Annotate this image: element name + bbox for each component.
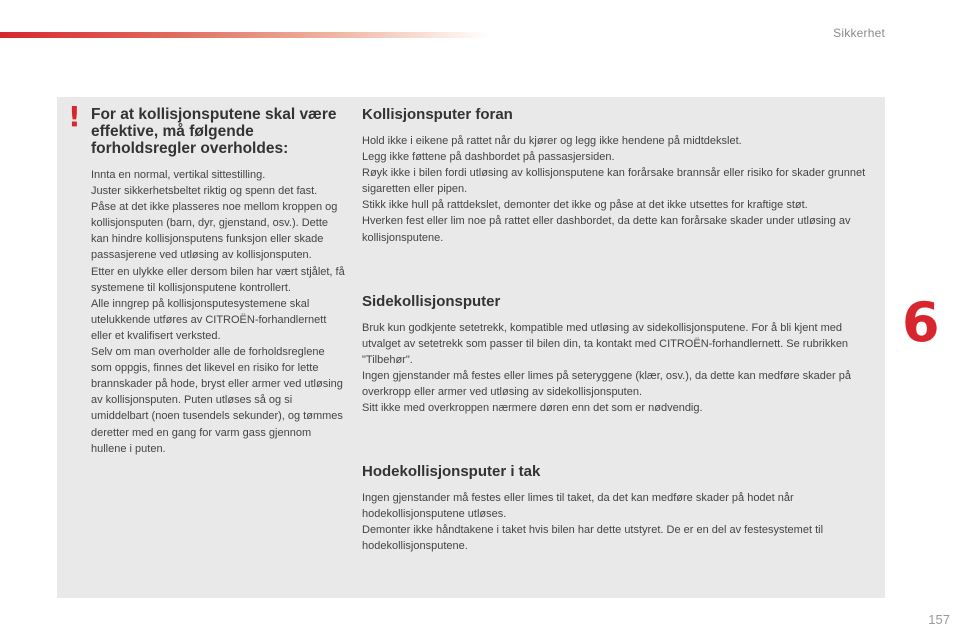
section-title: Sidekollisjonsputer [362,293,501,310]
section-body: Ingen gjenstander må festes eller limes til taket, da det kan medføre skader på hodet når hodekollisjonsputene utløses. Demonter ikke håndtakene i taket hvis bilen har dette utstyret. De er en del av festesystemet til hodekollisjonsputene. [362,492,824,553]
section-label: Sikkerhet [833,26,885,40]
section-title: Kollisjonsputer foran [362,106,513,123]
chapter-number: 6 [902,291,940,354]
section-title: Hodekollisjonsputer i tak [362,463,541,480]
section-body: Bruk kun godkjente setetrekk, kompatible med utløsing av sidekollisjonsputene. For å bli kjent med utvalget av setetrekk som passer til bilen din, ta kontakt med CITROËN-forhandlernett. Se rubrikken "Tilbehør". Ingen gjenstander må festes eller limes på seteryggene (klær, osv.), da dette kan medføre skader på overkropp eller armer ved utløsing av sidekollisjonsputen. Sitt ikke med overkroppen nærmere døren enn det som er nødvendig. [362,322,851,415]
section-side-airbags [362,293,878,417]
section-body: Hold ikke i eikene på rattet når du kjører og legg ikke hendene på midtdekslet. Legg ikke føttene på dashbordet på passasjersiden. Røyk ikke i bilen fordi utløsing av kollisjonsputene kan forårsake brannsår eller risiko for skader grunnet sigaretten eller pipen. Stikk ikke hull på rattdekslet, demonter det ikke og påse at det ikke utsettes for kraftige støt. Hverken fest eller lim noe på rattet eller dashbordet, da dette kan forårsake skader under utløsing av kollisjonsputene. [362,135,866,244]
section-front-airbags [362,106,878,246]
section-curtain-airbags [362,463,878,554]
page-number: 157 [928,612,950,627]
warning-body: Innta en normal, vertikal sittestilling. Juster sikkerhetsbeltet riktig og spenn det fast. Påse at det ikke plasseres noe mellom kroppen og kollisjonsputen (barn, dyr, gjenstand, osv.). Dette kan hindre kollisjonsputens funksjon eller skade passasjerene ved utløsing av kollisjonsputen. Etter en ulykke eller dersom bilen har vært stjålet, få systemene til kollisjonsputene kontrollert. Alle inngrep på kollisjonsputesystemene skal utelukkende utføres av CITROËN-forhandlernett eller et kvalifisert verksted. Selv om man overholder alle de forholdsreglene som oppgis, finnes det likevel en risiko for lette brannskader på hode, bryst eller armer ved utløsing av kollisjonsputen. Puten utløses så og si umiddelbart (noen tusendels sekunder), og tømmes deretter med en gang for varm gass gjennom hullene i puten. [91,169,345,455]
exclamation-mark-icon: ! [68,100,81,133]
warning-box [91,106,346,457]
warning-title: For at kollisjonsputene skal være effektive, må følgende forholdsregler overholdes: [91,106,337,157]
header-accent-bar [0,32,490,38]
